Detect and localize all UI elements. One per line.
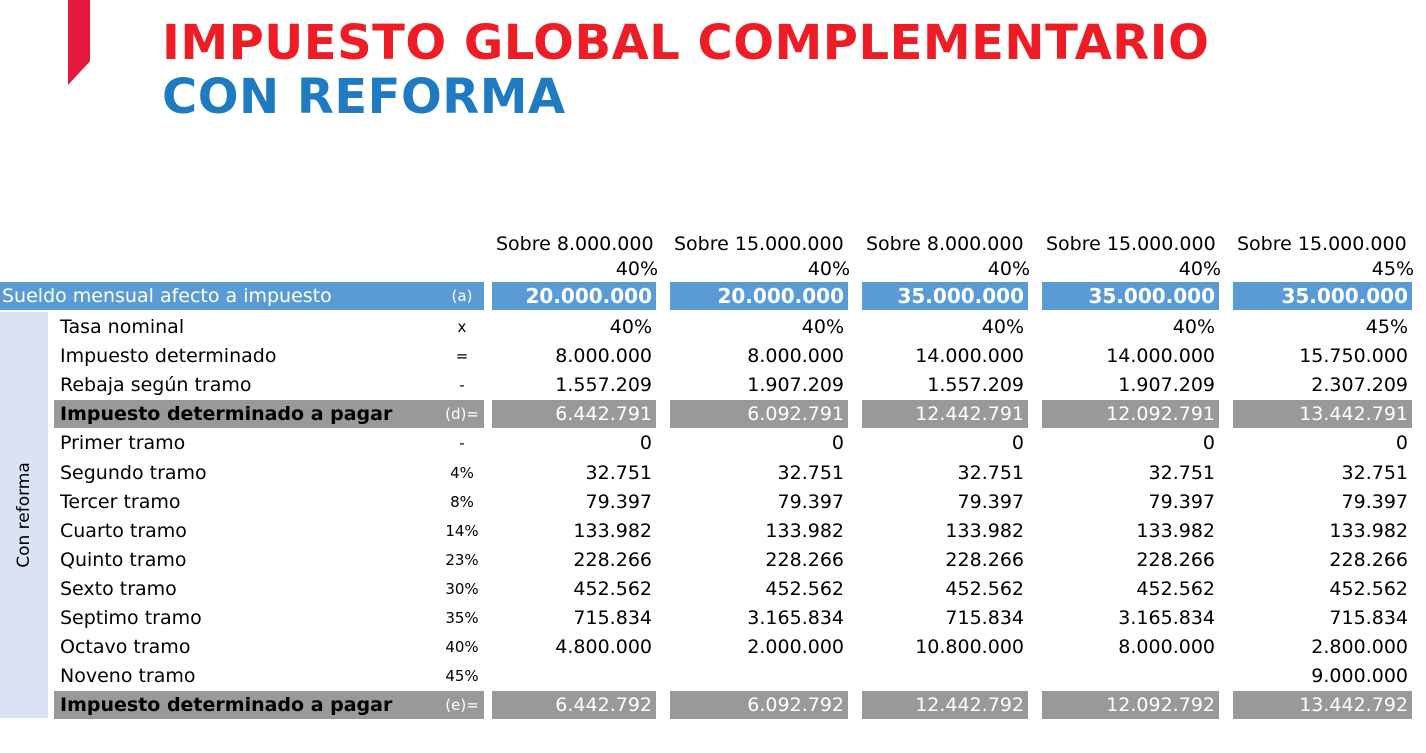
row-value: 228.266	[765, 549, 844, 571]
row-value: 40%	[981, 316, 1024, 338]
column-rate: 40%	[807, 258, 850, 280]
row-label: Segundo tramo	[60, 462, 207, 484]
row-value: 9.000.000	[1311, 665, 1408, 687]
row-value: 1.907.209	[747, 374, 844, 396]
row-value: 32.751	[1148, 462, 1215, 484]
row-symbol: 45%	[445, 667, 479, 685]
row-symbol: 30%	[445, 580, 479, 598]
total-value: 12.092.791	[1106, 403, 1215, 425]
row-label: Octavo tramo	[60, 636, 191, 658]
row-label: Cuarto tramo	[60, 520, 187, 542]
row-value: 32.751	[957, 462, 1024, 484]
row-value: 32.751	[1341, 462, 1408, 484]
sueldo-value: 35.000.000	[1281, 284, 1408, 308]
column-header: Sobre 15.000.000	[674, 233, 844, 255]
row-value: 133.982	[573, 520, 652, 542]
row-value: 14.000.000	[915, 345, 1024, 367]
row-value: 1.907.209	[1118, 374, 1215, 396]
row-symbol: 35%	[445, 609, 479, 627]
row-label: Rebaja según tramo	[60, 374, 252, 396]
sueldo-value: 35.000.000	[897, 284, 1024, 308]
con-reforma-label: Con reforma	[14, 462, 34, 568]
sueldo-value: 20.000.000	[525, 284, 652, 308]
row-value: 32.751	[585, 462, 652, 484]
row-label: Noveno tramo	[60, 665, 196, 687]
row-value: 228.266	[1329, 549, 1408, 571]
row-value: 79.397	[777, 491, 844, 513]
sueldo-value: 20.000.000	[717, 284, 844, 308]
row-value: 715.834	[1329, 607, 1408, 629]
row-label: Primer tramo	[60, 432, 186, 454]
row-value: 1.557.209	[927, 374, 1024, 396]
row-value: 228.266	[573, 549, 652, 571]
row-value: 45%	[1365, 316, 1408, 338]
row-value: 452.562	[1136, 578, 1215, 600]
row-value: 2.307.209	[1311, 374, 1408, 396]
row-label: Sexto tramo	[60, 578, 177, 600]
row-value: 79.397	[957, 491, 1024, 513]
row-value: 4.800.000	[555, 636, 652, 658]
row-value: 1.557.209	[555, 374, 652, 396]
total-value: 6.092.791	[747, 403, 844, 425]
row-symbol: 23%	[445, 551, 479, 569]
row-symbol: (e)=	[445, 696, 479, 714]
sueldo-symbol: (a)	[451, 287, 473, 305]
row-value: 715.834	[945, 607, 1024, 629]
row-value: 79.397	[585, 491, 652, 513]
column-header: Sobre 8.000.000	[866, 233, 1024, 255]
sueldo-label: Sueldo mensual afecto a impuesto	[2, 285, 332, 307]
row-value: 40%	[1172, 316, 1215, 338]
row-value: 32.751	[777, 462, 844, 484]
row-value: 2.800.000	[1311, 636, 1408, 658]
row-value: 452.562	[573, 578, 652, 600]
column-header: Sobre 8.000.000	[496, 233, 654, 255]
row-label: Tercer tramo	[60, 491, 181, 513]
row-value: 8.000.000	[747, 345, 844, 367]
row-value: 228.266	[1136, 549, 1215, 571]
row-value: 228.266	[945, 549, 1024, 571]
row-value: 133.982	[765, 520, 844, 542]
row-symbol: -	[459, 434, 465, 452]
row-value: 133.982	[945, 520, 1024, 542]
row-value: 133.982	[1329, 520, 1408, 542]
column-header: Sobre 15.000.000	[1237, 233, 1407, 255]
total-value: 6.442.791	[555, 403, 652, 425]
row-value	[492, 662, 656, 690]
row-value: 452.562	[765, 578, 844, 600]
total-value: 12.092.792	[1106, 694, 1215, 716]
column-rate: 40%	[615, 258, 658, 280]
row-symbol: 40%	[445, 638, 479, 656]
row-value: 452.562	[1329, 578, 1408, 600]
row-value	[862, 662, 1028, 690]
total-value: 13.442.792	[1299, 694, 1408, 716]
row-value: 3.165.834	[1118, 607, 1215, 629]
title-line-1: IMPUESTO GLOBAL COMPLEMENTARIO	[162, 15, 1210, 71]
row-value: 0	[639, 432, 652, 454]
row-value: 10.800.000	[915, 636, 1024, 658]
row-label: Impuesto determinado a pagar	[60, 694, 393, 716]
total-value: 6.442.792	[555, 694, 652, 716]
total-value: 12.442.791	[915, 403, 1024, 425]
row-label: Impuesto determinado	[60, 345, 277, 367]
column-header: Sobre 15.000.000	[1046, 233, 1216, 255]
column-rate: 40%	[987, 258, 1030, 280]
row-value: 79.397	[1148, 491, 1215, 513]
row-value: 40%	[801, 316, 844, 338]
row-value: 3.165.834	[747, 607, 844, 629]
row-symbol: 8%	[450, 493, 474, 511]
row-symbol: 14%	[445, 522, 479, 540]
row-value: 715.834	[573, 607, 652, 629]
row-value: 133.982	[1136, 520, 1215, 542]
row-value: 0	[1011, 432, 1024, 454]
total-value: 12.442.792	[915, 694, 1024, 716]
row-label: Tasa nominal	[60, 316, 185, 338]
row-value: 79.397	[1341, 491, 1408, 513]
row-value: 15.750.000	[1299, 345, 1408, 367]
sueldo-value: 35.000.000	[1088, 284, 1215, 308]
row-symbol: x	[457, 318, 467, 336]
row-value: 452.562	[945, 578, 1024, 600]
row-value	[670, 662, 848, 690]
row-value: 0	[1202, 432, 1215, 454]
column-rate: 45%	[1371, 258, 1414, 280]
row-value: 8.000.000	[1118, 636, 1215, 658]
row-value: 0	[831, 432, 844, 454]
total-value: 13.442.791	[1299, 403, 1408, 425]
row-value	[1042, 662, 1219, 690]
column-rate: 40%	[1178, 258, 1221, 280]
row-value: 0	[1395, 432, 1408, 454]
row-label: Impuesto determinado a pagar	[60, 403, 393, 425]
total-value: 6.092.792	[747, 694, 844, 716]
row-symbol: =	[455, 347, 469, 365]
row-symbol: (d)=	[445, 405, 479, 423]
row-value: 2.000.000	[747, 636, 844, 658]
row-value: 8.000.000	[555, 345, 652, 367]
row-symbol: -	[459, 376, 465, 394]
row-symbol: 4%	[450, 464, 474, 482]
row-value: 40%	[609, 316, 652, 338]
row-label: Quinto tramo	[60, 549, 187, 571]
row-label: Septimo tramo	[60, 607, 202, 629]
title-line-2: CON REFORMA	[162, 69, 566, 125]
row-value: 14.000.000	[1106, 345, 1215, 367]
